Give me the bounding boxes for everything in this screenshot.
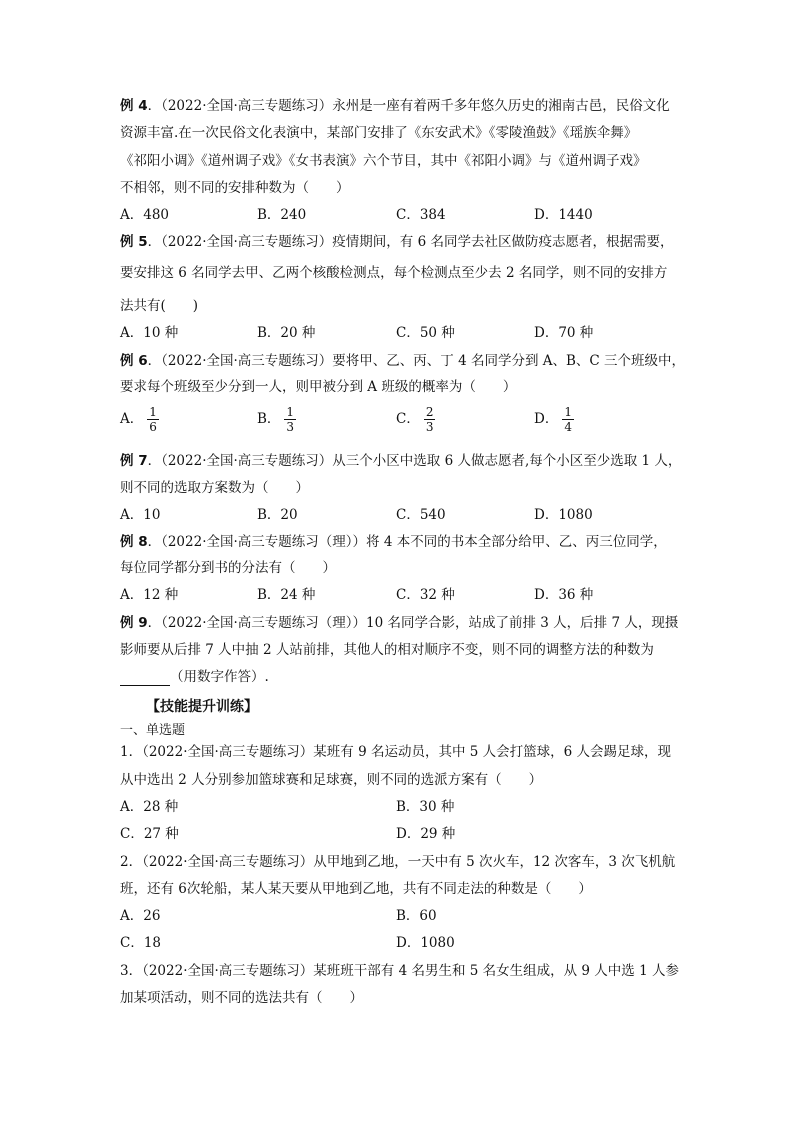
subsection-title: 一、单选题	[120, 723, 186, 738]
example-9-line-1: 例 9．（2022·全国·高三专题练习（理））10 名同学合影，站成了前排 3 人，后排 7 人，现摄	[120, 615, 679, 631]
example-5-option-c: C．50 种	[396, 325, 455, 341]
example-7-option-c: C．540	[396, 507, 446, 523]
example-5-line-1: 例 5．（2022·全国·高三专题练习）疫情期间，有 6 名同学去社区做防疫志愿者，根据需要，	[120, 234, 674, 250]
fraction: $\frac{1}{3}$	[286, 405, 295, 434]
example-4-option-b: B．240	[257, 207, 307, 223]
example-5-option-a: A．10 种	[120, 325, 179, 341]
example-7-head: 例 7	[120, 453, 148, 469]
example-6-option-b: B． $\frac{1}{3}$	[257, 405, 295, 434]
example-7-line-2: 则不同的选取方案数为（ ）	[120, 480, 309, 496]
section-title: 【技能提升训练】	[146, 699, 258, 715]
example-5-line-2: 要安排这 6 名同学去甲、乙两个核酸检测点，每个检测点至少去 2 名同学，则不同的安排方	[120, 265, 668, 281]
question-1-option-c: C．27 种	[120, 826, 179, 842]
example-5-head: 例 5	[120, 234, 148, 250]
example-9-line-2: 影师要从后排 7 人中抽 2 人站前排，其他人的相对顺序不变，则不同的调整方法的种数为	[120, 642, 654, 658]
question-1-option-d: D．29 种	[396, 826, 456, 842]
fraction: $\frac{1}{6}$	[149, 405, 157, 434]
example-4-option-a: A．480	[120, 207, 170, 223]
example-6-option-a: A． $\frac{1}{6}$	[120, 405, 157, 434]
example-4-line-4: 不相邻，则不同的安排种数为（ ）	[120, 180, 350, 196]
example-5-option-d: D．70 种	[534, 325, 594, 341]
question-2-line-2: 班，还有 6次轮船，某人某天要从甲地到乙地，共有不同走法的种数是（ ）	[120, 881, 592, 897]
example-7-option-b: B．20	[257, 507, 298, 523]
question-3-line-2: 加某项活动，则不同的选法共有（ ）	[120, 990, 363, 1006]
example-6-option-c: C． $\frac{2}{3}$	[396, 405, 434, 434]
question-2-option-a: A．26	[120, 908, 161, 924]
example-4-line-1: 例 4．（2022·全国·高三专题练习）永州是一座有着两千多年悠久历史的湘南古邑，民俗文化	[120, 98, 670, 114]
question-2-option-b: B．60	[396, 908, 437, 924]
question-2-option-c: C．18	[120, 935, 162, 951]
question-1-line-2: 从中选出 2 人分别参加篮球赛和足球赛，则不同的选派方案有（ ）	[120, 772, 543, 788]
example-4-line-2: 资源丰富.在一次民俗文化表演中，某部门安排了《东安武术》《零陵渔鼓》《瑶族伞舞》	[120, 125, 638, 141]
example-5-option-b: B．20 种	[257, 325, 316, 341]
fraction: $\frac{2}{3}$	[425, 405, 434, 434]
question-1-option-b: B．30 种	[396, 799, 455, 815]
question-2-line-1: 2．（2022·全国·高三专题练习）从甲地到乙地，一天中有 5 次火车，12 次客车，3 次飞机航	[120, 854, 676, 870]
example-8-option-a: A．12 种	[120, 587, 179, 603]
question-1-option-a: A．28 种	[120, 799, 179, 815]
example-8-line-2: 每位同学都分到书的分法有（ ）	[120, 560, 336, 576]
example-7-option-d: D．1080	[534, 507, 593, 523]
example-9-line-3: （用数字作答）.	[120, 668, 269, 686]
example-5-line-3: 法共有( )	[120, 298, 199, 314]
example-4-option-d: D．1440	[534, 207, 593, 223]
example-4-option-c: C．384	[396, 207, 446, 223]
example-7-option-a: A．10	[120, 507, 161, 523]
question-3-line-1: 3．（2022·全国·高三专题练习）某班班干部有 4 名男生和 5 名女生组成，从 9 人中选 1 人参	[120, 963, 679, 979]
example-8-head: 例 8	[120, 534, 148, 550]
example-6-option-d: D． $\frac{1}{4}$	[534, 405, 572, 434]
example-8-option-c: C．32 种	[396, 587, 455, 603]
example-6-line-1: 例 6．（2022·全国·高三专题练习）要将甲、乙、丙、丁 4 名同学分到 A、B、C 三个班级中，	[120, 353, 686, 369]
example-4-head: 例 4	[120, 98, 148, 114]
example-6-head: 例 6	[120, 353, 148, 369]
question-2-option-d: D．1080	[396, 935, 455, 951]
example-8-line-1: 例 8．（2022·全国·高三专题练习（理））将 4 本不同的书本全部分给甲、乙、丙三位同学，	[120, 534, 667, 550]
example-8-option-b: B．24 种	[257, 587, 316, 603]
question-1-line-1: 1．（2022·全国·高三专题练习）某班有 9 名运动员，其中 5 人会打篮球，6 人会踢足球，现	[120, 744, 672, 760]
example-8-option-d: D．36 种	[534, 587, 594, 603]
fraction: $\frac{1}{4}$	[564, 405, 572, 434]
example-6-line-2: 要求每个班级至少分到一人，则甲被分到 A 班级的概率为（ ）	[120, 379, 517, 395]
example-9-head: 例 9	[120, 615, 148, 631]
example-7-line-1: 例 7．（2022·全国·高三专题练习）从三个小区中选取 6 人做志愿者,每个小区至少选取 1 人，	[120, 453, 682, 469]
example-4-line-3: 《祁阳小调》《道州调子戏》《女书表演》六个节目，其中《祁阳小调》与《道州调子戏》	[120, 153, 647, 169]
answer-blank	[120, 671, 170, 686]
